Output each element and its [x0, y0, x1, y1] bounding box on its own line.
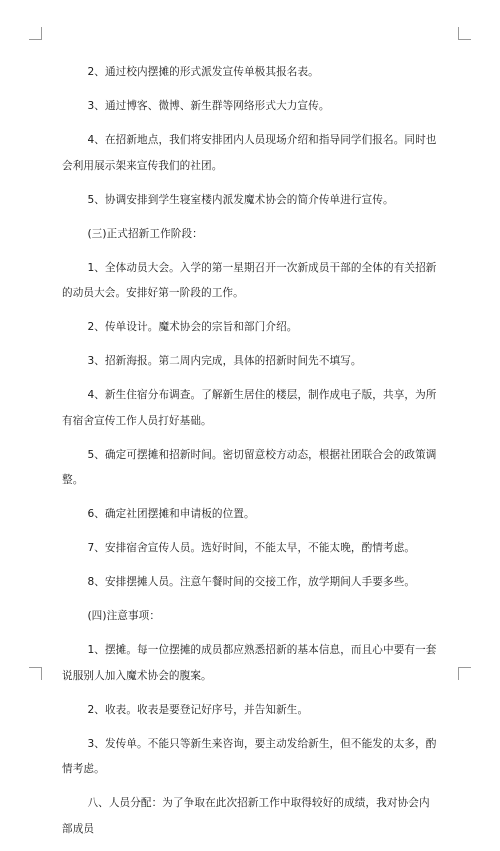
paragraph-stall-time: 5、确定可摆摊和招新时间。密切留意校方动态，根据社团联合会的政策调整。: [62, 448, 437, 486]
paragraph-stall-notes: 1、摆摊。每一位摆摊的成员都应熟悉招新的基本信息，而且心中要有一套说服别人加入魔术协会的腹案。: [62, 644, 437, 682]
document-body: [62, 60, 438, 851]
paragraph-collect-forms: 2、收表。收表是要登记好序号，并告知新生。: [87, 703, 309, 716]
section-heading-notes: (四)注意事项：: [87, 610, 161, 622]
paragraph-mobilization-meeting: 1、全体动员大会。入学的第一星期召开一次新成员干部的全体的有关招新的动员大会。安排好第一阶段的工作。: [62, 261, 437, 299]
crop-mark-bottom-right: [458, 667, 471, 680]
paragraph-staff-allocation: 八、人员分配：为了争取在此次招新工作中取得较好的成绩，我对协会内部成员: [62, 797, 430, 835]
paragraph-flyer-stall: 2、通过校内摆摊的形式派发宣传单极其报名表。: [87, 66, 319, 78]
paragraph-recruitment-poster: 3、招新海报。第二周内完成，具体的招新时间先不填写。: [87, 355, 362, 367]
paragraph-distribute-flyers: 3、发传单。不能只等新生来咨询，要主动发给新生，但不能发的太多，酌情考虑。: [62, 737, 437, 775]
section-heading-formal-recruitment: (三)正式招新工作阶段：: [87, 227, 203, 240]
paragraph-flyer-design: 2、传单设计。魔术协会的宗旨和部门介绍。: [87, 321, 298, 333]
crop-mark-top-right: [458, 27, 471, 40]
paragraph-online-promotion: 3、通过博客、微博、新生群等网络形式大力宣传。: [87, 100, 330, 112]
paragraph-dorm-flyers: 5、协调安排到学生寝室楼内派发魔术协会的简介传单进行宣传。: [87, 193, 394, 206]
crop-mark-top-left: [29, 27, 42, 40]
paragraph-stall-location: 6、确定社团摆摊和申请板的位置。: [87, 508, 255, 520]
crop-mark-bottom-left: [29, 667, 42, 680]
paragraph-stall-staff: 8、安排摆摊人员。注意午餐时间的交接工作，放学期间人手要多些。: [87, 576, 416, 588]
paragraph-onsite-guidance: 4、在招新地点，我们将安排团内人员现场介绍和指导同学们报名。同时也会利用展示架来宣传我们的社团。: [62, 134, 437, 172]
paragraph-dorm-staff: 7、安排宿舍宣传人员。选好时间，不能太早，不能太晚，酌情考虑。: [87, 542, 416, 554]
paragraph-dorm-survey: 4、新生住宿分布调查。了解新生居住的楼层，制作成电子版，共享，为所有宿舍宣传工作人员打好基础。: [62, 389, 437, 427]
